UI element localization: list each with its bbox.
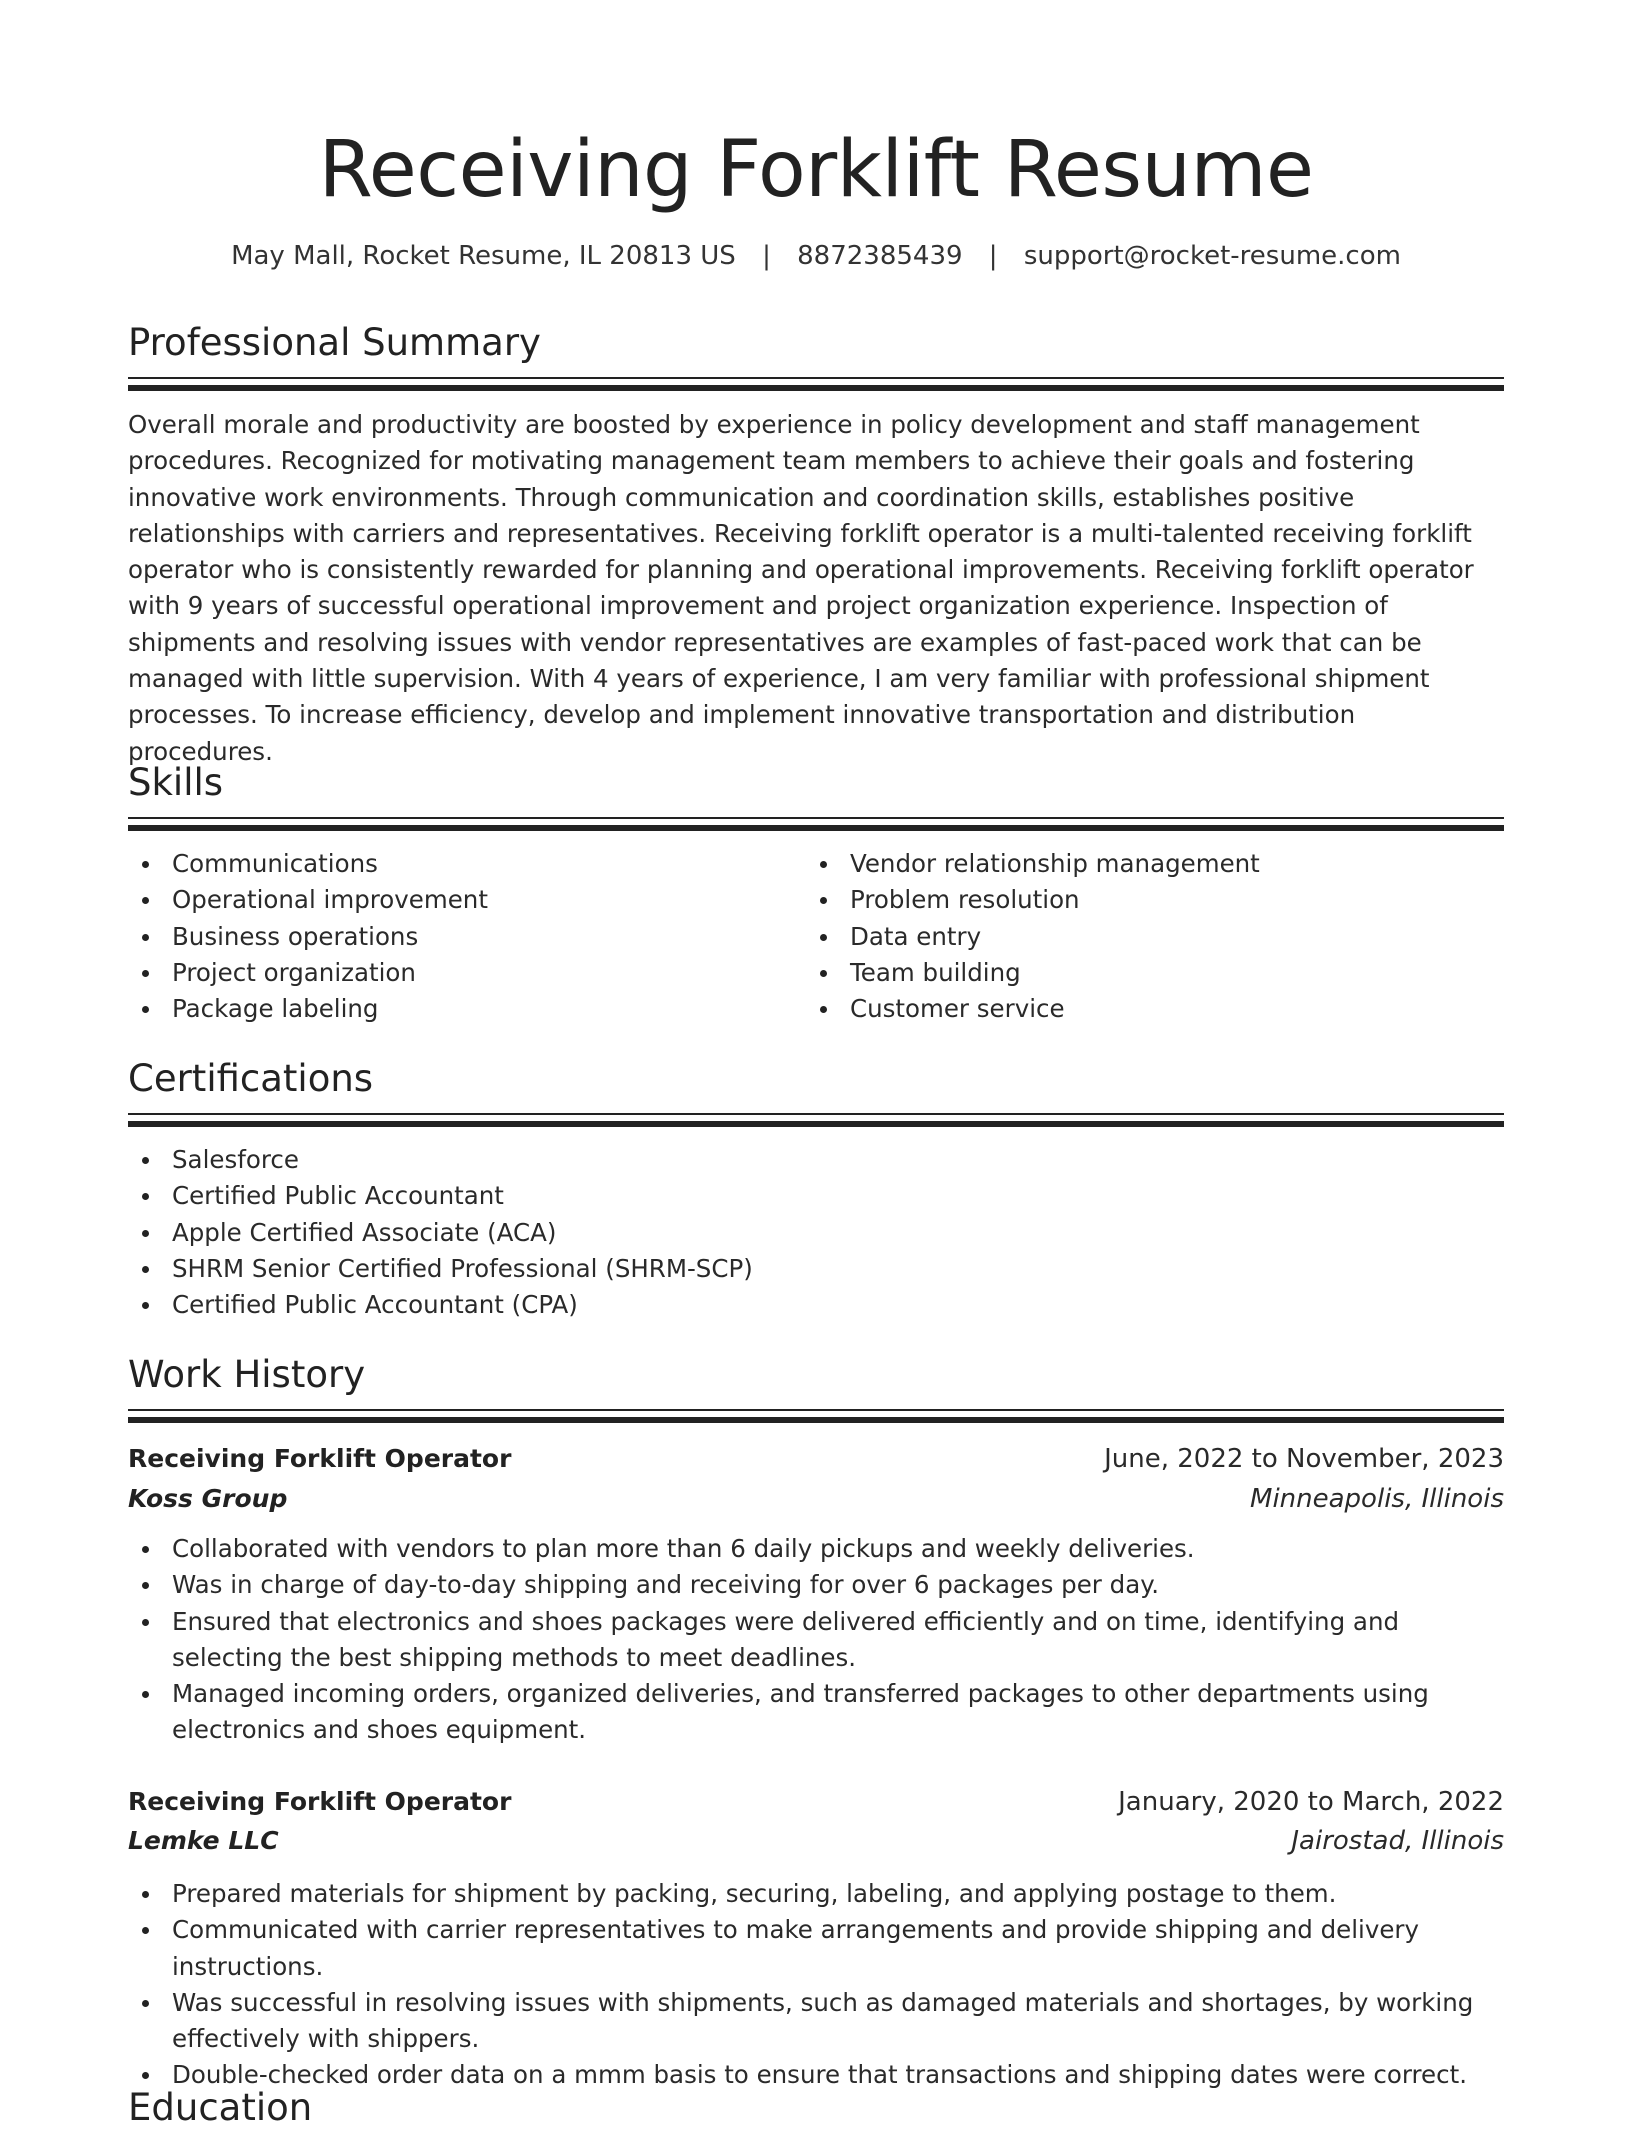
job-header: [128, 1439, 1504, 1479]
job-bullets: [128, 1876, 1504, 2094]
job-dates: January, 2020 to March, 2022: [1118, 1787, 1504, 1817]
skill-item: Problem resolution: [806, 882, 1504, 918]
skill-item: Business operations: [128, 919, 788, 955]
job-bullets: [128, 1531, 1504, 1749]
job-location: Jairostad, Illinois: [1291, 1826, 1504, 1856]
section-divider: [128, 817, 1504, 831]
skill-item: Package labeling: [128, 991, 788, 1027]
job-bullet: Was in charge of day-to-day shipping and receiving for over 6 packages per day.: [128, 1567, 1504, 1603]
contact-email: support@rocket-resume.com: [1023, 241, 1401, 271]
contact-separator: |: [762, 241, 771, 271]
job-dates: June, 2022 to November, 2023: [1104, 1444, 1504, 1474]
certification-item: Salesforce: [128, 1142, 1504, 1178]
section-divider: [128, 1113, 1504, 1127]
skill-item: Team building: [806, 955, 1504, 991]
skill-item: Data entry: [806, 919, 1504, 955]
contact-phone: 8872385439: [797, 241, 963, 271]
certification-item: Apple Certified Associate (ACA): [128, 1215, 1504, 1251]
certifications-list: [128, 1142, 1504, 1323]
skill-item: Vendor relationship management: [806, 846, 1504, 882]
job-company: Koss Group: [128, 1484, 288, 1513]
job-bullet: Was successful in resolving issues with shipments, such as damaged materials and shortages, by working effectively with shippers.: [128, 1985, 1504, 2058]
skill-item: Customer service: [806, 991, 1504, 1027]
job-subheader: [128, 1821, 1504, 1861]
contact-line: [128, 238, 1504, 274]
job-location: Minneapolis, Illinois: [1250, 1484, 1504, 1514]
skill-item: Project organization: [128, 955, 788, 991]
certification-item: Certified Public Accountant (CPA): [128, 1287, 1504, 1323]
section-divider: [128, 1409, 1504, 1423]
skill-item: Communications: [128, 846, 788, 882]
job-title: Receiving Forklift Operator: [128, 1787, 512, 1816]
job-bullet: Prepared materials for shipment by packing, securing, labeling, and applying postage to them.: [128, 1876, 1504, 1912]
job-bullet: Communicated with carrier representatives to make arrangements and provide shipping and delivery instructions.: [128, 1912, 1504, 1985]
job-bullet: Managed incoming orders, organized deliveries, and transferred packages to other departments using electronics and shoes equipment.: [128, 1676, 1504, 1749]
job-bullet: Double-checked order data on a mmm basis to ensure that transactions and shipping dates were correct.: [128, 2057, 1504, 2093]
contact-address: May Mall, Rocket Resume, IL 20813 US: [231, 241, 736, 271]
job-subheader: [128, 1479, 1504, 1519]
skills-list-right: [806, 846, 1504, 1027]
job-header: [128, 1782, 1504, 1822]
job-bullet: Ensured that electronics and shoes packages were delivered efficiently and on time, identifying and selecting the best shipping methods to meet deadlines.: [128, 1604, 1504, 1677]
certifications-heading: Certifications: [128, 1057, 374, 1100]
skills-list-left: [128, 846, 788, 1027]
contact-separator: |: [988, 241, 998, 271]
job-title: Receiving Forklift Operator: [128, 1444, 512, 1473]
skills-heading: Skills: [128, 761, 224, 804]
education-heading: Education: [128, 2086, 313, 2129]
job-company: Lemke LLC: [128, 1826, 279, 1855]
section-divider: [128, 377, 1504, 391]
skill-item: Operational improvement: [128, 882, 788, 918]
resume-title: Receiving Forklift Resume: [318, 125, 1314, 215]
job-bullet: Collaborated with vendors to plan more than 6 daily pickups and weekly deliveries.: [128, 1531, 1504, 1567]
certification-item: Certified Public Accountant: [128, 1178, 1504, 1214]
work-history-heading: Work History: [128, 1353, 366, 1396]
certification-item: SHRM Senior Certified Professional (SHRM-SCP): [128, 1251, 1504, 1287]
summary-text: Overall morale and productivity are boosted by experience in policy development and staff management procedures. Recognized for motivating management team members to achieve their goals and fostering innovative work environments. Through communication and coordination skills, establishes positive relationships with carriers and representatives. Receiving forklift operator is a multi-talented receiving forklift operator who is consistently rewarded for planning and operational improvements. Receiving forklift operator with 9 years of successful operational improvement and project organization experience. Inspection of shipments and resolving issues with vendor representatives are examples of fast-paced work that can be managed with little supervision. With 4 years of experience, I am very familiar with professional shipment processes. To increase efficiency, develop and implement innovative transportation and distribution procedures.: [128, 410, 1474, 766]
summary-heading: Professional Summary: [128, 321, 541, 364]
